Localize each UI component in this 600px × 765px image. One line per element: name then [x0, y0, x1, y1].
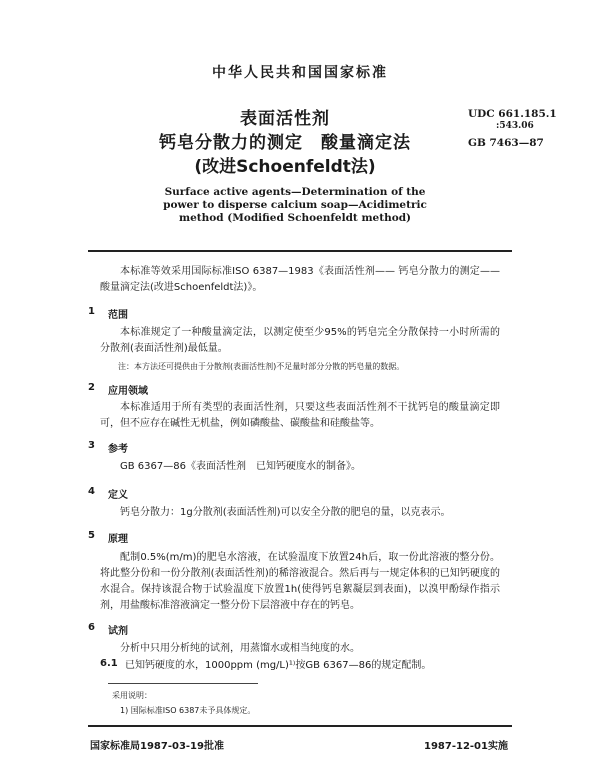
section-1-number: 1: [88, 306, 95, 317]
gb-number: GB 7463—87: [468, 137, 544, 149]
footnote-item: 1) 国际标准ISO 6387未予具体规定。: [120, 706, 256, 715]
title-line-1: 表面活性剂: [240, 109, 330, 129]
header-divider: [88, 250, 512, 252]
section-3-text: GB 6367—86《表面活性剂 已知钙硬度水的制备》。: [120, 461, 361, 472]
section-6-number: 6: [88, 622, 95, 633]
english-title-line-3: method (Modified Schoenfeldt method): [178, 212, 412, 224]
section-4-text: 钙皂分散力：1g分散剂(表面活性剂)可以安全分散的肥皂的量，以克表示。: [120, 507, 451, 518]
section-1-text: 本标准规定了一种酸量滴定法，以测定使至少95%的钙皂完全分散保持一小时所需的分散剂(表面活性剂)最低量。: [100, 327, 500, 354]
section-6-text: 分析中只用分析纯的试剂，用蒸馏水或相当纯度的水。: [120, 643, 360, 654]
udc-subcode: :543.06: [496, 121, 534, 131]
section-1-note: 注：本方法还可提供由于分散剂(表面活性剂)不足量时部分分散的钙皂量的数据。: [118, 362, 405, 371]
issuing-authority: 中华人民共和国国家标准: [212, 65, 388, 81]
english-title-line-2: power to disperse calcium soap—Acidimetric: [163, 199, 427, 211]
footnote-divider: [108, 683, 258, 684]
approval-date: 国家标准局1987-03-19批准: [90, 741, 224, 752]
intro-paragraph: 本标准等效采用国际标准ISO 6387—1983《表面活性剂—— 钙皂分散力的测定—— 酸量滴定法(改进Schoenfeldt法)》。: [100, 266, 500, 293]
section-2-text: 本标准适用于所有类型的表面活性剂，只要这些表面活性剂不干扰钙皂的酸量滴定即可，但不应存在碱性无机盐，例如磷酸盐、碳酸盐和硅酸盐等。: [100, 402, 500, 429]
section-3-title: 参考: [108, 444, 128, 455]
section-2-title: 应用领域: [108, 386, 148, 397]
section-6-title: 试剂: [108, 626, 128, 637]
section-2-number: 2: [88, 382, 95, 393]
section-3-number: 3: [88, 440, 95, 451]
section-5-text: 配制0.5%(m/m)的肥皂水溶液，在试验温度下放置24h后，取一份此溶液的整分份。将此整分份和一份分散剂(表面活性剂)的稀溶液混合。然后再与一规定体积的已知钙硬度的水混合。保持该混合物于试验温度下放置1h(使得钙皂絮凝层到表面)，以溴甲酚绿作指示剂，用盐酸标准溶液滴定一整分份下层溶液中存在的钙皂。: [100, 552, 500, 611]
section-1-title: 范围: [108, 310, 128, 321]
udc-code: UDC 661.185.1: [468, 108, 557, 120]
footnote-label: 采用说明：: [112, 691, 152, 700]
subsection-6-1-number: 6.1: [100, 658, 118, 669]
section-4-title: 定义: [108, 490, 128, 501]
section-4-number: 4: [88, 486, 95, 497]
section-5-title: 原理: [108, 534, 128, 545]
english-title: [150, 186, 440, 225]
title-line-2: 钙皂分散力的测定 酸量滴定法: [159, 133, 411, 153]
section-5-number: 5: [88, 530, 95, 541]
effective-date: 1987-12-01实施: [424, 741, 508, 752]
subsection-6-1-text: 已知钙硬度的水，1000ppm (mg/L)¹⁾按GB 6367—86的规定配制。: [125, 660, 432, 671]
title-line-3: (改进Schoenfeldt法): [194, 157, 376, 177]
english-title-line-1: Surface active agents—Determination of the: [164, 186, 426, 198]
footer-divider: [88, 725, 512, 727]
